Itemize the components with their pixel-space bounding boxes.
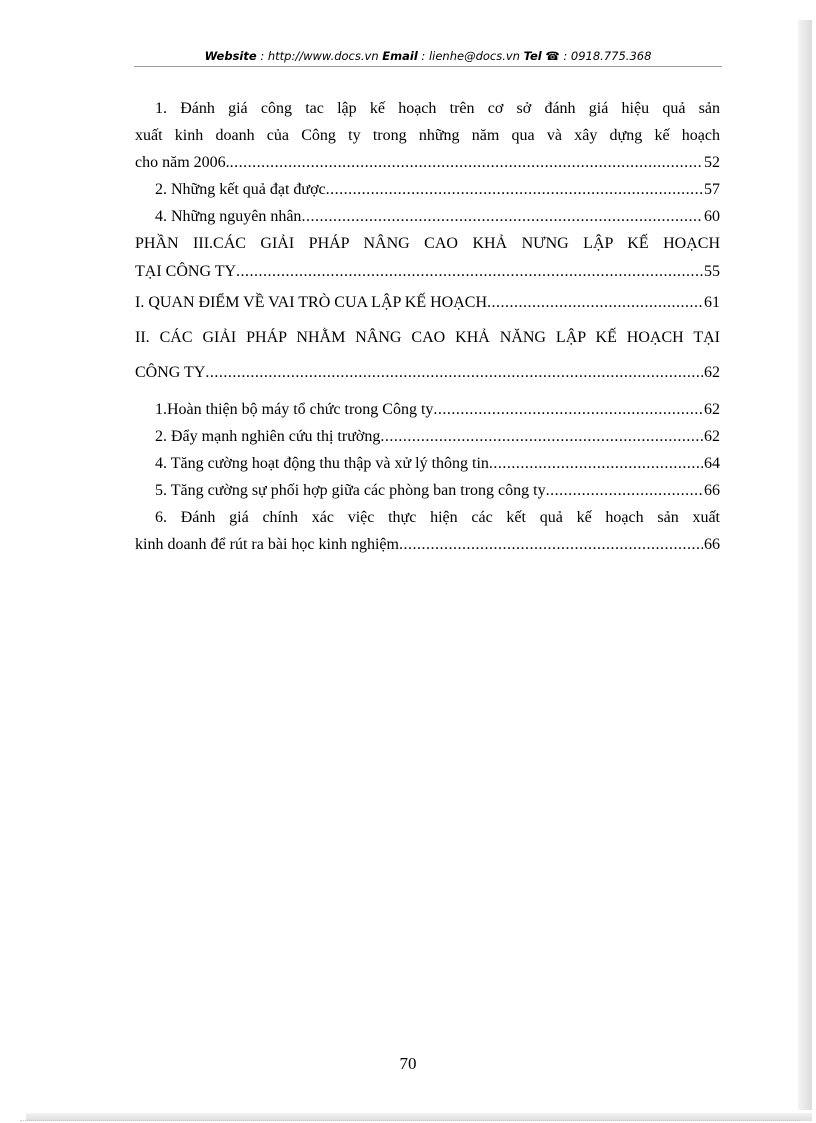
toc-entry-3[interactable] (135, 203, 720, 230)
toc-entry-title: 2. Những kết quả đạt được (155, 181, 326, 198)
toc-entry-title: TẠI CÔNG TY (135, 263, 237, 280)
dot-leader (399, 531, 703, 558)
dot-leader (433, 396, 703, 423)
dot-leader (489, 450, 703, 477)
website-value[interactable]: : http://www.docs.vn (260, 49, 379, 63)
page-shadow-right (798, 20, 812, 1110)
header-rule (134, 66, 722, 67)
dot-leader (380, 423, 703, 450)
toc-entry-7[interactable] (135, 396, 720, 423)
toc-entry-1[interactable] (135, 95, 720, 176)
toc-entry-title: CÔNG TY (135, 364, 206, 381)
toc-page-number: 55 (704, 263, 720, 280)
website-label: Website (204, 49, 257, 63)
toc-entry-title: 4. Những nguyên nhân (155, 208, 302, 225)
toc-entry-title: 4. Tăng cường hoạt động thu thập và xử lý thông tin (155, 455, 489, 472)
toc-entry-2[interactable] (135, 176, 720, 203)
toc-entry-last-line (135, 531, 720, 558)
toc-entry-last-line (135, 149, 720, 176)
dot-leader (546, 477, 703, 504)
toc-entry-text-line: 1. Đánh giá công tac lập kế hoạch trên cơ sở đánh giá hiệu quả sản (155, 100, 720, 117)
toc-page-number: 62 (704, 428, 720, 445)
toc-entry-8[interactable] (135, 423, 720, 450)
phone-icon: ☎ (545, 49, 560, 63)
toc-entry-9[interactable] (135, 450, 720, 477)
dot-leader (326, 176, 703, 203)
dot-leader (205, 355, 703, 390)
toc-page-number: 62 (704, 364, 720, 381)
toc-entry-last-line (135, 355, 720, 390)
toc-entry-text-line: II. CÁC GIẢI PHÁP NHẰM NÂNG CAO KHẢ NĂNG LẬP KẾ HOẠCH TẠI (135, 329, 720, 346)
toc-entry-title: 1.Hoàn thiện bộ máy tổ chức trong Công ty (155, 401, 434, 418)
toc-entry-last-line (135, 258, 720, 286)
toc-page-number: 52 (704, 154, 720, 171)
toc-entry-11[interactable] (135, 504, 720, 558)
dot-leader (301, 203, 703, 230)
page-edge-dotted-line (20, 1120, 800, 1122)
toc-entry-title: kinh doanh để rút ra bài học kinh nghiệm (135, 536, 399, 553)
toc-entry-6[interactable] (135, 320, 720, 390)
dot-leader (236, 258, 703, 286)
toc-entry-text-line: 6. Đánh giá chính xác việc thực hiện các kết quả kế hoạch sản xuất (155, 509, 720, 526)
email-label: Email (382, 49, 418, 63)
page-header (134, 47, 722, 65)
table-of-contents (135, 95, 720, 558)
tel-label: Tel (523, 49, 542, 63)
toc-page-number: 64 (704, 455, 720, 472)
toc-entry-title: 5. Tăng cường sự phối hợp giữa các phòng ban trong công ty (155, 482, 546, 499)
toc-entry-10[interactable] (135, 477, 720, 504)
toc-page-number: 60 (704, 208, 720, 225)
toc-entry-5[interactable] (135, 286, 720, 320)
toc-entry-title: 2. Đẩy mạnh nghiên cứu thị trường (155, 428, 381, 445)
toc-page-number: 57 (704, 181, 720, 198)
toc-page-number: 61 (704, 294, 720, 311)
toc-entry-text-line: xuất kinh doanh của Công ty trong những năm qua và xây dựng kế hoạch (135, 127, 720, 144)
email-value[interactable]: : lienhe@docs.vn (421, 49, 520, 63)
page-number: 70 (399, 1054, 417, 1073)
toc-entry-text-line: PHẦN III.CÁC GIẢI PHÁP NÂNG CAO KHẢ NƯNG LẬP KẾ HOẠCH (135, 235, 720, 252)
toc-page-number: 66 (704, 536, 720, 553)
toc-page-number: 66 (704, 482, 720, 499)
toc-entry-title: I. QUAN ĐIỂM VỀ VAI TRÒ CUA LẬP KẾ HOẠCH (135, 294, 488, 311)
toc-entry-title: cho năm 2006. (135, 154, 230, 171)
tel-value: : 0918.775.368 (563, 49, 652, 63)
dot-leader (230, 149, 703, 176)
toc-page-number: 62 (704, 401, 720, 418)
toc-entry-4[interactable] (135, 230, 720, 286)
dot-leader (487, 286, 703, 320)
